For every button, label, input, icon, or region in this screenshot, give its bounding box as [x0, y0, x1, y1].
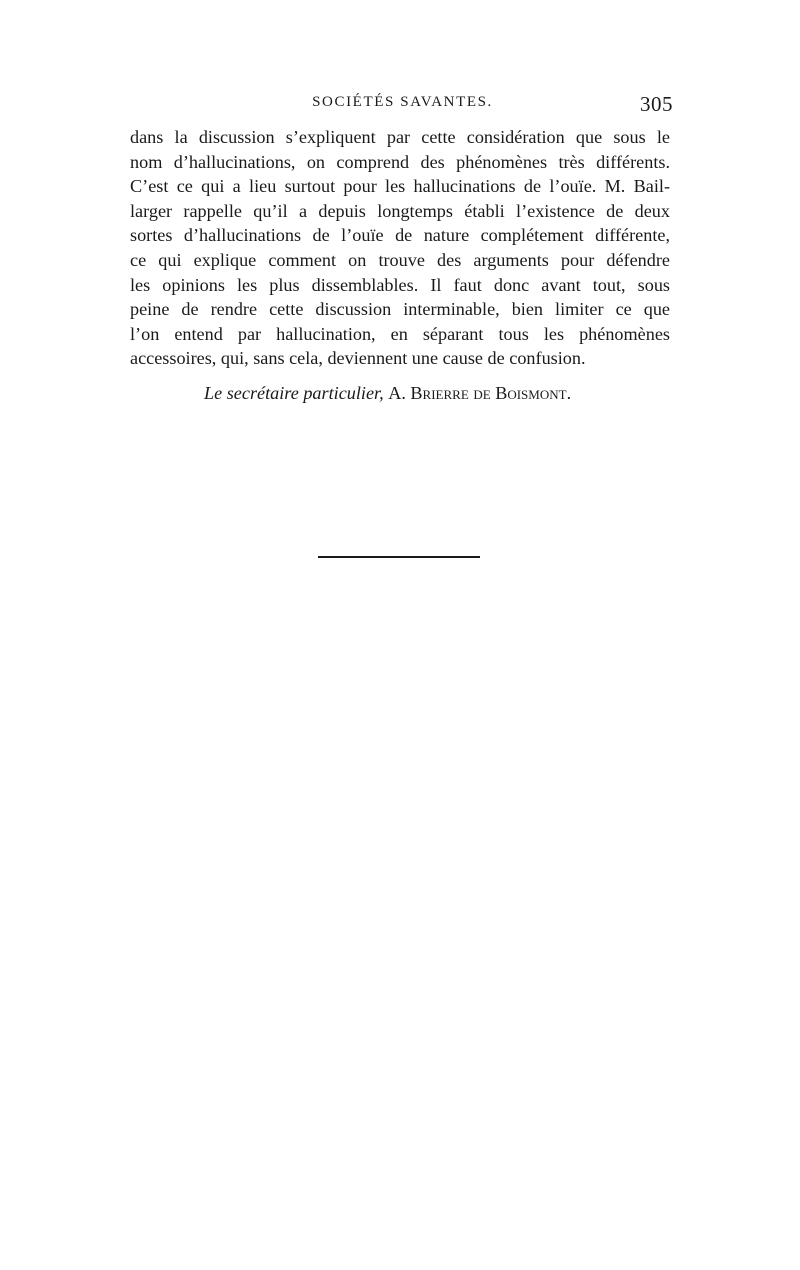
text-line: les opinions les plus dissemblables. Il faut donc avant tout, sous — [130, 274, 670, 295]
signatory-name: A. Brierre de Boismont. — [388, 383, 572, 403]
body-paragraph — [130, 125, 670, 371]
signature-line — [204, 383, 644, 404]
text-line: larger rappelle qu’il a depuis longtemps établi l’existence de deux — [130, 200, 670, 221]
text-line: dans la discussion s’expliquent par cette considération que sous le — [130, 127, 670, 147]
page-number: 305 — [640, 92, 673, 116]
signatory-role: Le secrétaire particulier, — [204, 383, 384, 403]
text-line: C’est ce qui a lieu surtout pour les hallucinations de l’ouïe. M. Bail- — [130, 176, 670, 197]
section-end-rule — [318, 556, 480, 558]
running-header — [130, 92, 675, 118]
text-line: peine de rendre cette discussion interminable, bien limiter ce que — [130, 299, 670, 320]
text-line: ce qui explique comment on trouve des arguments pour défendre — [130, 249, 670, 270]
text-line: accessoires, qui, sans cela, deviennent une cause de confusion. — [130, 348, 586, 369]
running-title: SOCIÉTÉS SAVANTES. — [312, 94, 493, 110]
text-line: sortes d’hallucinations de l’ouïe de nature complétement différente, — [130, 225, 670, 246]
text-line: l’on entend par hallucination, en séparant tous les phénomènes — [130, 323, 670, 344]
text-line: nom d’hallucinations, on comprend des phénomènes très différents. — [130, 151, 670, 172]
